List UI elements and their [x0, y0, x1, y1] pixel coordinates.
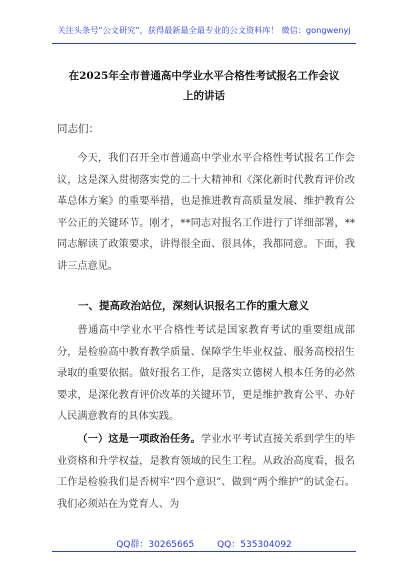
footer-qq: QQ：535304092: [217, 540, 292, 550]
footer-divider: [52, 551, 356, 552]
salutation: 同志们：: [57, 123, 99, 135]
subsection-1-paragraph: [57, 429, 355, 515]
document-title: [50, 66, 358, 106]
header-banner: 关注头条号“公文研究”，获得最新最全最专业的公文资料库！ 微信：gongwenyj: [57, 25, 351, 35]
section-1-paragraph: 普通高中学业水平合格性考试是国家教育考试的重要组成部分，是检验高中教育教学质量、保障学生毕业权益、服务高校招生录取的重要依据。做好报名工作，是落实立德树人根本任务的必然要求，是深化教育评价改革的关键环节，更是维护教育公平、办好人民满意教育的具体实践。: [57, 325, 355, 423]
footer-qq-group: QQ群：30265665: [116, 540, 195, 550]
header-divider: [52, 43, 356, 44]
title-line-1: 在2025年全市普通高中学业水平合格性考试报名工作会议: [68, 70, 340, 82]
title-line-2: 上的讲话: [183, 90, 225, 102]
section-1-heading: 一、提高政治站位，深刻认识报名工作的重大意义: [78, 300, 309, 312]
footer-contact: [0, 537, 408, 550]
subsection-1-text: 学业水平考试直接关系到学生的毕业资格和升学权益，是教育领域的民生工程。从政治高度看，报名工作是检验我们是否树牢“四个意识”、做到“两个维护”的试金石。我们必须站在为党育人、为: [57, 434, 356, 510]
intro-paragraph: 今天，我们召开全市普通高中学业水平合格性考试报名工作会议，这是深入贯彻落实党的二十大精神和《深化新时代教育评价改革总体方案》的重要举措，也是推进教育高质量发展、维护教育公平公正的关键环节。刚才，**同志对报名工作进行了详细部署，**同志解读了政策要求，讲得很全面、很具体，我都同意。下面，我讲三点意见。: [57, 153, 355, 272]
subsection-1-lead: （一）这是一项政治任务。: [77, 433, 201, 445]
